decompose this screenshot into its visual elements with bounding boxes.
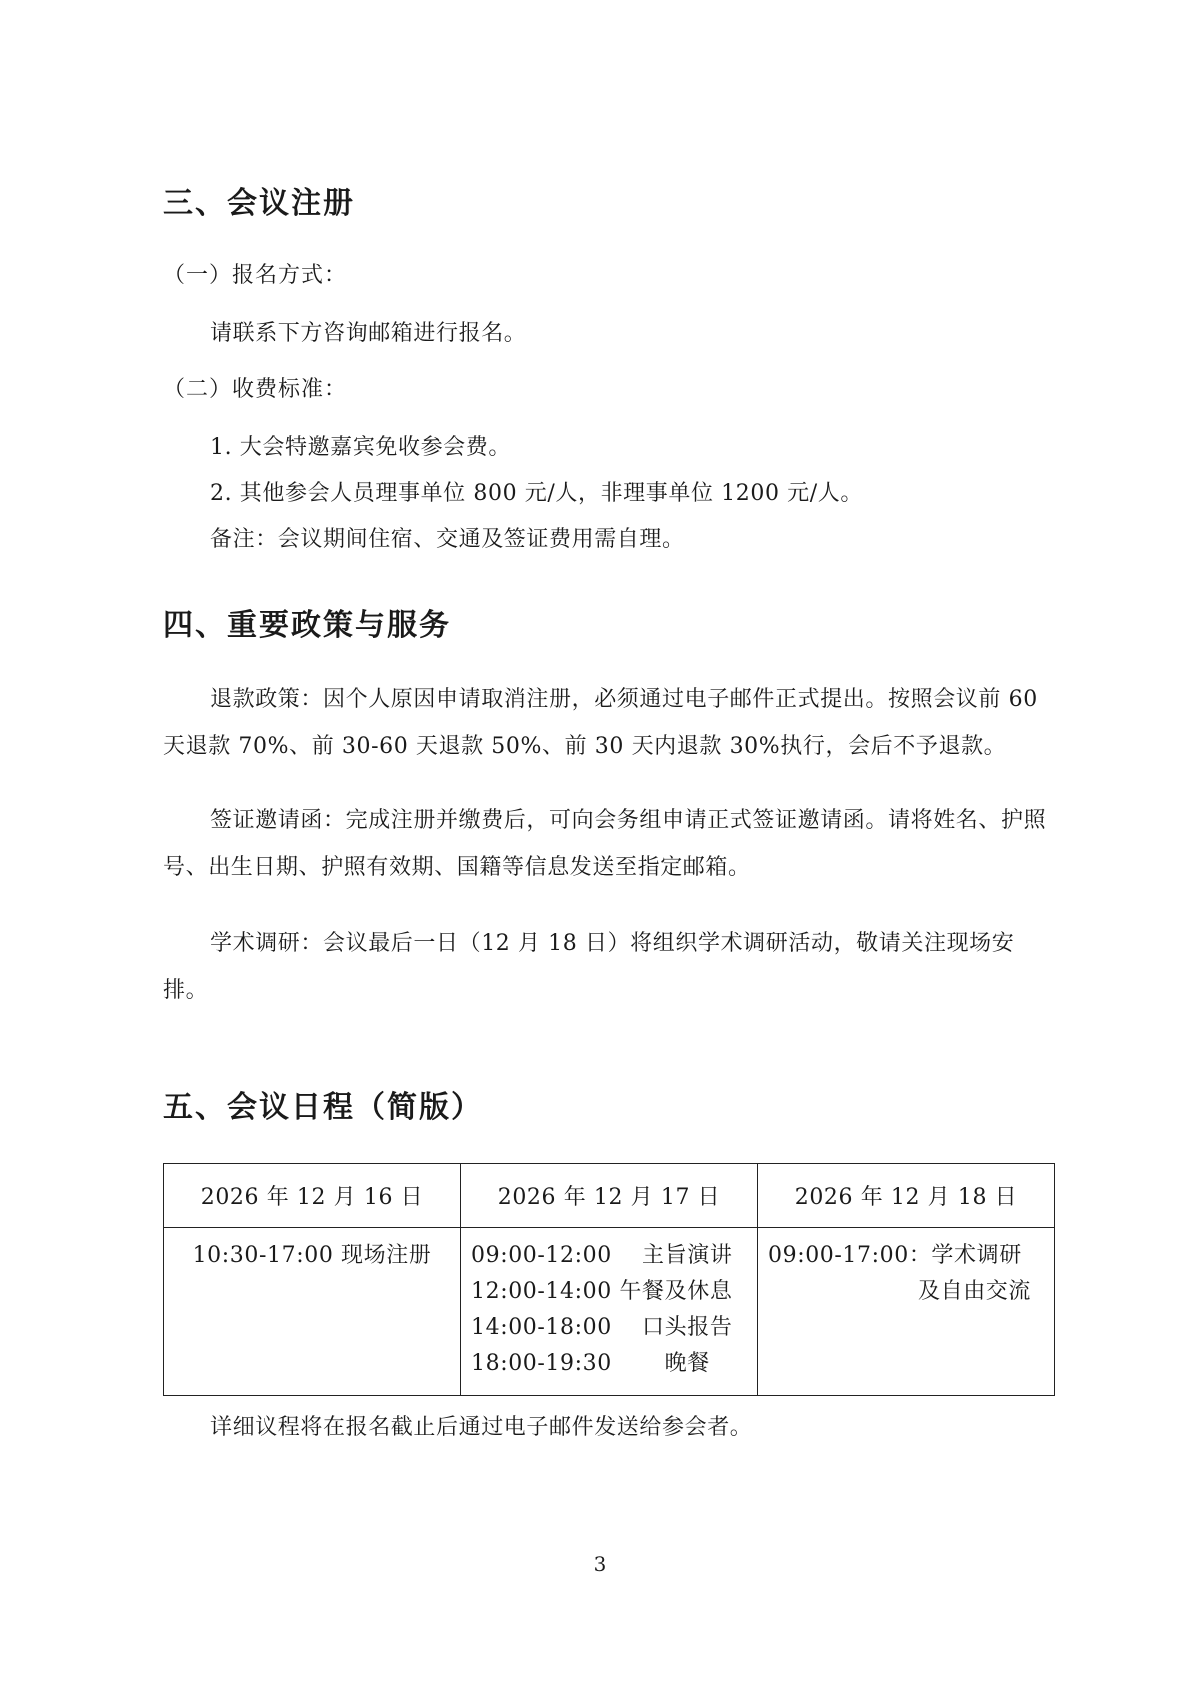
schedule-header-row bbox=[164, 1164, 1055, 1228]
schedule-item: 及自由交流 bbox=[918, 1279, 1032, 1304]
subheading-registration-method: （一）报名方式： bbox=[163, 263, 348, 288]
section-heading-schedule: 五、会议日程（简版） bbox=[163, 1090, 483, 1125]
section-heading-registration: 三、会议注册 bbox=[163, 186, 355, 221]
schedule-item: 14:00-18:00 口头报告 bbox=[471, 1315, 733, 1340]
schedule-item: 09:00-17:00：学术调研 bbox=[768, 1243, 1022, 1268]
schedule-item: 10:30-17:00 现场注册 bbox=[192, 1243, 432, 1268]
schedule-table bbox=[163, 1163, 1055, 1396]
schedule-cell-day2 bbox=[461, 1228, 758, 1396]
fee-item-1: 1. 大会特邀嘉宾免收参会费。 bbox=[210, 435, 511, 460]
page-number: 3 bbox=[593, 1552, 607, 1576]
fee-note: 备注：会议期间住宿、交通及签证费用需自理。 bbox=[210, 527, 685, 552]
schedule-item: 12:00-14:00 午餐及休息 bbox=[471, 1279, 733, 1304]
schedule-header-day2: 2026 年 12 月 17 日 bbox=[461, 1164, 758, 1228]
registration-method-text: 请联系下方咨询邮箱进行报名。 bbox=[210, 321, 527, 346]
subheading-fee-standard: （二）收费标准： bbox=[163, 377, 348, 402]
section-heading-policies: 四、重要政策与服务 bbox=[163, 608, 451, 643]
schedule-body-row bbox=[164, 1228, 1055, 1396]
visa-invitation-paragraph: 签证邀请函：完成注册并缴费后，可向会务组申请正式签证邀请函。请将姓名、护照号、出生日期、护照有效期、国籍等信息发送至指定邮箱。 bbox=[163, 808, 1047, 880]
fee-item-2: 2. 其他参会人员理事单位 800 元/人，非理事单位 1200 元/人。 bbox=[210, 481, 863, 506]
schedule-cell-day3 bbox=[758, 1228, 1055, 1396]
schedule-header-day3: 2026 年 12 月 18 日 bbox=[758, 1164, 1055, 1228]
schedule-item: 18:00-19:30 晚餐 bbox=[471, 1351, 710, 1376]
academic-research-paragraph: 学术调研：会议最后一日（12 月 18 日）将组织学术调研活动，敬请关注现场安排。 bbox=[163, 931, 1015, 1003]
schedule-header-day1: 2026 年 12 月 16 日 bbox=[164, 1164, 461, 1228]
schedule-footer-note: 详细议程将在报名截止后通过电子邮件发送给参会者。 bbox=[210, 1415, 753, 1440]
refund-policy-paragraph: 退款政策：因个人原因申请取消注册，必须通过电子邮件正式提出。按照会议前 60 天退款 70%、前 30-60 天退款 50%、前 30 天内退款 30%执行，会后不予退款。 bbox=[163, 687, 1038, 759]
schedule-item: 09:00-12:00 主旨演讲 bbox=[471, 1243, 733, 1268]
schedule-cell-day1 bbox=[164, 1228, 461, 1396]
